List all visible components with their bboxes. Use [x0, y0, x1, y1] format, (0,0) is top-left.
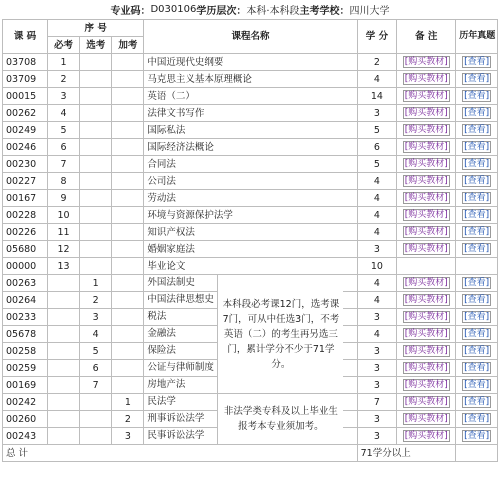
buy-textbook-link[interactable]: [购买教材]: [404, 227, 448, 237]
buy-textbook-link[interactable]: [购买教材]: [404, 431, 448, 441]
buy-textbook-link-cell: [397, 241, 456, 258]
additional-note: 非法学类专科及以上毕业生报考本专业须加考。: [218, 394, 343, 444]
view-past-exams-link-cell: [456, 377, 498, 394]
credit: 3: [357, 309, 397, 326]
col-credit: 学 分: [357, 20, 397, 54]
buy-textbook-link-cell: [397, 309, 456, 326]
elective-seq: 1: [80, 275, 112, 292]
course-name: 金融法: [144, 326, 218, 342]
buy-textbook-link[interactable]: [购买教材]: [404, 278, 448, 288]
table-row: [3, 173, 498, 190]
course-code: 00249: [3, 122, 48, 139]
col-additional: 加考: [112, 37, 144, 54]
course-code: 00243: [3, 428, 48, 445]
course-code: 00015: [3, 88, 48, 105]
elective-seq: [80, 207, 112, 224]
buy-textbook-link[interactable]: [购买教材]: [404, 57, 448, 67]
view-past-exams-link[interactable]: [查看]: [464, 431, 490, 441]
buy-textbook-link-cell: [397, 224, 456, 241]
table-row: [3, 394, 498, 411]
view-past-exams-link[interactable]: [查看]: [464, 125, 490, 135]
course-name: 毕业论文: [144, 258, 357, 275]
major-code: D030106: [150, 4, 197, 15]
view-past-exams-link[interactable]: [查看]: [464, 108, 490, 118]
view-past-exams-link-cell: [456, 139, 498, 156]
credit: 2: [357, 54, 397, 71]
credit: 3: [357, 377, 397, 394]
required-seq: 7: [47, 156, 79, 173]
credit: 7: [357, 394, 397, 411]
view-past-exams-link[interactable]: [查看]: [464, 159, 490, 169]
course-code: 00230: [3, 156, 48, 173]
elective-seq: 6: [80, 360, 112, 377]
required-seq: 6: [47, 139, 79, 156]
credit: 4: [357, 292, 397, 309]
buy-textbook-link[interactable]: [购买教材]: [404, 363, 448, 373]
additional-seq: [112, 54, 144, 71]
view-past-exams-link-cell: [456, 258, 498, 275]
view-past-exams-link-cell: [456, 343, 498, 360]
buy-textbook-link[interactable]: [购买教材]: [404, 210, 448, 220]
required-seq: 12: [47, 241, 79, 258]
buy-textbook-link-cell: [397, 105, 456, 122]
buy-textbook-link[interactable]: [购买教材]: [404, 397, 448, 407]
buy-textbook-link-cell: [397, 428, 456, 445]
view-past-exams-link[interactable]: [查看]: [464, 380, 490, 390]
buy-textbook-link[interactable]: [购买教材]: [404, 380, 448, 390]
table-row: [3, 139, 498, 156]
additional-seq: [112, 156, 144, 173]
elective-seq: 7: [80, 377, 112, 394]
total-empty: [456, 445, 498, 462]
credit: 4: [357, 190, 397, 207]
view-past-exams-link[interactable]: [查看]: [464, 74, 490, 84]
additional-seq: [112, 71, 144, 88]
table-row: [3, 241, 498, 258]
course-code: 00246: [3, 139, 48, 156]
credit: 3: [357, 411, 397, 428]
required-seq: 11: [47, 224, 79, 241]
elective-seq: [80, 241, 112, 258]
view-past-exams-link-cell: [456, 309, 498, 326]
credit: 10: [357, 258, 397, 275]
required-seq: 2: [47, 71, 79, 88]
level-label: 学历层次：: [196, 6, 247, 17]
view-past-exams-link-cell: [456, 394, 498, 411]
view-past-exams-link[interactable]: [查看]: [464, 278, 490, 288]
buy-textbook-link-cell: [397, 156, 456, 173]
buy-textbook-link-cell: [397, 275, 456, 292]
course-code: 00259: [3, 360, 48, 377]
course-code: 00233: [3, 309, 48, 326]
course-name: 刑事诉讼法学: [144, 411, 218, 427]
course-name: 英语（二）: [144, 88, 357, 105]
view-past-exams-link-cell: [456, 411, 498, 428]
required-seq: [47, 377, 79, 394]
table-row: [3, 275, 498, 292]
course-code: 00260: [3, 411, 48, 428]
additional-seq: [112, 139, 144, 156]
school-label: 主考学校：: [299, 6, 350, 17]
course-code: 05678: [3, 326, 48, 343]
additional-seq: [112, 224, 144, 241]
additional-seq: [112, 326, 144, 343]
credit: 5: [357, 122, 397, 139]
course-code: 00258: [3, 343, 48, 360]
table-row: [3, 207, 498, 224]
required-seq: 1: [47, 54, 79, 71]
course-code: 00228: [3, 207, 48, 224]
buy-textbook-link[interactable]: [购买教材]: [404, 414, 448, 424]
view-past-exams-link[interactable]: [查看]: [464, 193, 490, 203]
table-row: [3, 71, 498, 88]
additional-seq: [112, 275, 144, 292]
col-remark: 备 注: [397, 20, 456, 54]
table-row: [3, 190, 498, 207]
table-row: [3, 88, 498, 105]
elective-seq: 4: [80, 326, 112, 343]
course-code: 03708: [3, 54, 48, 71]
course-name: 合同法: [144, 156, 357, 173]
view-past-exams-link-cell: [456, 241, 498, 258]
course-name: 国际经济法概论: [144, 139, 357, 156]
additional-seq: [112, 309, 144, 326]
required-seq: 9: [47, 190, 79, 207]
required-seq: 5: [47, 122, 79, 139]
course-name: 法律文书写作: [144, 105, 357, 122]
table-body: [3, 54, 498, 462]
view-past-exams-link[interactable]: [查看]: [464, 57, 490, 67]
course-name: 民事诉讼法学: [144, 428, 218, 444]
elective-seq: [80, 411, 112, 428]
additional-seq: [112, 377, 144, 394]
course-name: 中国法律思想史: [144, 292, 218, 308]
view-past-exams-link-cell: [456, 71, 498, 88]
view-past-exams-link-cell: [456, 207, 498, 224]
additional-seq: [112, 122, 144, 139]
total-label: 总 计: [3, 445, 358, 462]
buy-textbook-link-cell: [397, 173, 456, 190]
elective-seq: [80, 173, 112, 190]
additional-seq: 1: [112, 394, 144, 411]
course-code: 00169: [3, 377, 48, 394]
view-past-exams-link[interactable]: [查看]: [464, 295, 490, 305]
required-seq: [47, 428, 79, 445]
buy-textbook-link[interactable]: [购买教材]: [404, 346, 448, 356]
view-past-exams-link[interactable]: [查看]: [464, 244, 490, 254]
required-seq: 4: [47, 105, 79, 122]
credit: 3: [357, 428, 397, 445]
buy-textbook-link[interactable]: [购买教材]: [404, 176, 448, 186]
buy-textbook-link[interactable]: [购买教材]: [404, 329, 448, 339]
credit: 3: [357, 105, 397, 122]
credit: 4: [357, 275, 397, 292]
table-row: [3, 258, 498, 275]
additional-seq: [112, 343, 144, 360]
col-elective: 选考: [80, 37, 112, 54]
buy-textbook-link-cell: [397, 394, 456, 411]
additional-seq: 3: [112, 428, 144, 445]
course-name: 劳动法: [144, 190, 357, 207]
view-past-exams-link-cell: [456, 428, 498, 445]
buy-textbook-link-cell: [397, 360, 456, 377]
view-past-exams-link[interactable]: [查看]: [464, 329, 490, 339]
elective-seq: [80, 122, 112, 139]
additional-seq: 2: [112, 411, 144, 428]
course-name: 婚姻家庭法: [144, 241, 357, 258]
school: 四川大学: [349, 6, 390, 17]
buy-textbook-link-cell: [397, 54, 456, 71]
course-name: 民法学: [144, 394, 218, 410]
course-name: 外国法制史: [144, 275, 218, 291]
buy-textbook-link-cell: [397, 377, 456, 394]
required-seq: 3: [47, 88, 79, 105]
buy-textbook-link[interactable]: [购买教材]: [404, 74, 448, 84]
col-seq: 序 号: [47, 20, 143, 37]
buy-textbook-link[interactable]: [购买教材]: [404, 312, 448, 322]
page-header: [0, 0, 500, 19]
buy-textbook-link-cell: [397, 343, 456, 360]
credit: 4: [357, 224, 397, 241]
view-past-exams-link-cell: [456, 156, 498, 173]
required-seq: [47, 309, 79, 326]
additional-seq: [112, 258, 144, 275]
elective-seq: [80, 139, 112, 156]
view-past-exams-link-cell: [456, 122, 498, 139]
elective-seq: [80, 71, 112, 88]
course-table: [2, 19, 498, 462]
required-seq: [47, 326, 79, 343]
course-name: 国际私法: [144, 122, 357, 139]
view-past-exams-link-cell: [456, 292, 498, 309]
credit: 3: [357, 241, 397, 258]
elective-seq: [80, 190, 112, 207]
buy-textbook-link-cell: [397, 190, 456, 207]
elective-seq: [80, 54, 112, 71]
buy-textbook-link-cell: [397, 411, 456, 428]
view-past-exams-link-cell: [456, 360, 498, 377]
course-name: 马克思主义基本原理概论: [144, 71, 357, 88]
buy-textbook-link-cell: [397, 326, 456, 343]
major-code-label: 专业码：: [110, 6, 151, 17]
course-code: 00262: [3, 105, 48, 122]
level: 本科·本科段: [246, 6, 300, 17]
course-code: 00264: [3, 292, 48, 309]
course-name: 税法: [144, 309, 218, 325]
col-past-exams: 历年真题: [456, 20, 498, 54]
view-past-exams-link[interactable]: [查看]: [464, 312, 490, 322]
required-seq: 10: [47, 207, 79, 224]
course-code: 00242: [3, 394, 48, 411]
elective-note: 本科段必考课12门，选考课7门，可从中任选3门，不考英语（二）的考生再另选三门，累计学分不少于71学分。: [218, 275, 343, 393]
elective-seq: [80, 428, 112, 445]
course-code: 00167: [3, 190, 48, 207]
table-row: [3, 156, 498, 173]
required-seq: [47, 343, 79, 360]
required-seq: [47, 360, 79, 377]
view-past-exams-link-cell: [456, 105, 498, 122]
buy-textbook-link-cell: [397, 292, 456, 309]
view-past-exams-link[interactable]: [查看]: [464, 210, 490, 220]
table-row: [3, 105, 498, 122]
credit: 6: [357, 139, 397, 156]
course-name: 保险法: [144, 343, 218, 359]
view-past-exams-link[interactable]: [查看]: [464, 91, 490, 101]
buy-textbook-link-cell: [397, 258, 456, 275]
additional-seq: [112, 88, 144, 105]
view-past-exams-link-cell: [456, 88, 498, 105]
header-row-1: [3, 20, 498, 37]
buy-textbook-link[interactable]: [购买教材]: [404, 125, 448, 135]
view-past-exams-link[interactable]: [查看]: [464, 176, 490, 186]
additional-seq: [112, 360, 144, 377]
view-past-exams-link[interactable]: [查看]: [464, 346, 490, 356]
col-required: 必考: [47, 37, 79, 54]
elective-seq: [80, 394, 112, 411]
additional-seq: [112, 190, 144, 207]
course-name: 环境与资源保护法学: [144, 207, 357, 224]
course-name: 知识产权法: [144, 224, 357, 241]
required-seq: [47, 411, 79, 428]
elective-seq: [80, 105, 112, 122]
required-seq: 13: [47, 258, 79, 275]
table-row: [3, 54, 498, 71]
view-past-exams-link-cell: [456, 190, 498, 207]
view-past-exams-link-cell: [456, 54, 498, 71]
view-past-exams-link-cell: [456, 173, 498, 190]
elective-seq: [80, 88, 112, 105]
credit: 4: [357, 173, 397, 190]
buy-textbook-link[interactable]: [购买教材]: [404, 193, 448, 203]
course-code: 05680: [3, 241, 48, 258]
additional-seq: [112, 207, 144, 224]
view-past-exams-link-cell: [456, 275, 498, 292]
buy-textbook-link-cell: [397, 88, 456, 105]
credit: 4: [357, 207, 397, 224]
credit: 14: [357, 88, 397, 105]
buy-textbook-link-cell: [397, 71, 456, 88]
required-seq: [47, 292, 79, 309]
course-name: 公证与律师制度: [144, 360, 218, 376]
buy-textbook-link[interactable]: [购买教材]: [404, 91, 448, 101]
additional-seq: [112, 241, 144, 258]
course-code: 00227: [3, 173, 48, 190]
additional-seq: [112, 105, 144, 122]
buy-textbook-link[interactable]: [购买教材]: [404, 159, 448, 169]
credit: 3: [357, 360, 397, 377]
course-code: 00263: [3, 275, 48, 292]
course-name: 中国近现代史纲要: [144, 54, 357, 71]
view-past-exams-link-cell: [456, 224, 498, 241]
col-name: 课程名称: [144, 20, 357, 54]
credit: 3: [357, 343, 397, 360]
additional-seq: [112, 292, 144, 309]
elective-seq: 3: [80, 309, 112, 326]
total-credit: 71学分以上: [357, 445, 456, 462]
view-past-exams-link[interactable]: [查看]: [464, 414, 490, 424]
course-code: 00226: [3, 224, 48, 241]
required-seq: 8: [47, 173, 79, 190]
buy-textbook-link[interactable]: [购买教材]: [404, 295, 448, 305]
credit: 5: [357, 156, 397, 173]
view-past-exams-link-cell: [456, 326, 498, 343]
additional-seq: [112, 173, 144, 190]
credit: 4: [357, 326, 397, 343]
elective-seq: 5: [80, 343, 112, 360]
view-past-exams-link[interactable]: [查看]: [464, 363, 490, 373]
elective-seq: 2: [80, 292, 112, 309]
view-past-exams-link[interactable]: [查看]: [464, 142, 490, 152]
buy-textbook-link[interactable]: [购买教材]: [404, 142, 448, 152]
buy-textbook-link[interactable]: [购买教材]: [404, 108, 448, 118]
elective-seq: [80, 156, 112, 173]
required-seq: [47, 394, 79, 411]
buy-textbook-link-cell: [397, 122, 456, 139]
credit: 4: [357, 71, 397, 88]
table-row: [3, 224, 498, 241]
col-code: 课 码: [3, 20, 48, 54]
table-row: [3, 122, 498, 139]
buy-textbook-link[interactable]: [购买教材]: [404, 244, 448, 254]
elective-seq: [80, 224, 112, 241]
course-code: 03709: [3, 71, 48, 88]
elective-seq: [80, 258, 112, 275]
view-past-exams-link[interactable]: [查看]: [464, 397, 490, 407]
required-seq: [47, 275, 79, 292]
course-name: 房地产法: [144, 377, 218, 393]
course-name: 公司法: [144, 173, 357, 190]
course-code: 00000: [3, 258, 48, 275]
view-past-exams-link[interactable]: [查看]: [464, 227, 490, 237]
buy-textbook-link-cell: [397, 207, 456, 224]
buy-textbook-link-cell: [397, 139, 456, 156]
total-row: [3, 445, 498, 462]
